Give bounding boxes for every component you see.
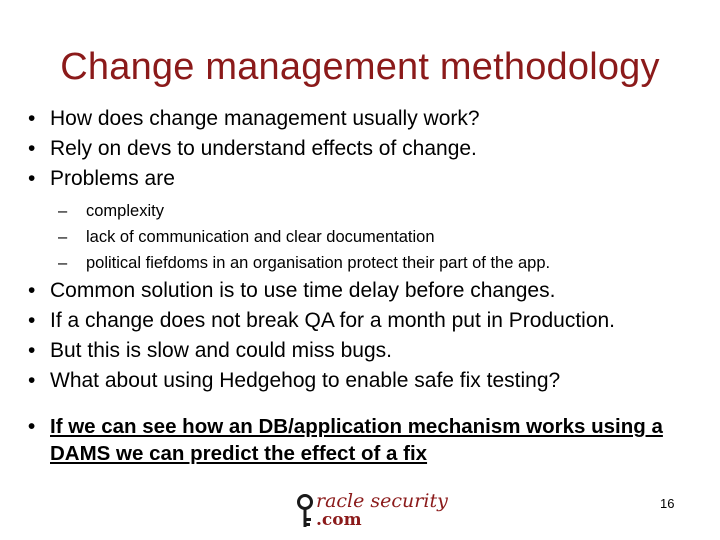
bullet-item: • Problems are xyxy=(22,164,480,194)
logo-domain: .com xyxy=(316,510,362,530)
logo-text: racle security xyxy=(316,490,448,512)
bullet-item: • If a change does not break QA for a month put in Production. xyxy=(22,306,615,336)
page-number: 16 xyxy=(660,496,675,511)
oraclesecurity-logo xyxy=(296,490,448,532)
bullet-item: • Rely on devs to understand effects of change. xyxy=(22,134,480,164)
bullet-item: • But this is slow and could miss bugs. xyxy=(22,336,615,366)
bullet-item: • Common solution is to use time delay before changes. xyxy=(22,276,615,306)
key-icon xyxy=(296,494,314,528)
bullet-item: • What about using Hedgehog to enable safe fix testing? xyxy=(22,366,615,396)
sub-bullet-item: – complexity xyxy=(58,198,550,224)
sub-bullet-item: – lack of communication and clear documentation xyxy=(58,224,550,250)
bullet-item-emphasis: • If we can see how an DB/application mechanism works using a DAMS we can predict the effect of a fix xyxy=(22,413,706,467)
bullet-list-conclusion xyxy=(22,413,706,467)
sub-bullet-item: – political fiefdoms in an organisation protect their part of the app. xyxy=(58,250,550,276)
bullet-item: • How does change management usually work? xyxy=(22,104,480,134)
sub-bullet-list xyxy=(58,198,550,276)
bullet-list-main xyxy=(22,104,480,194)
bullet-list-solutions xyxy=(22,276,615,396)
slide-title: Change management methodology xyxy=(60,46,660,88)
